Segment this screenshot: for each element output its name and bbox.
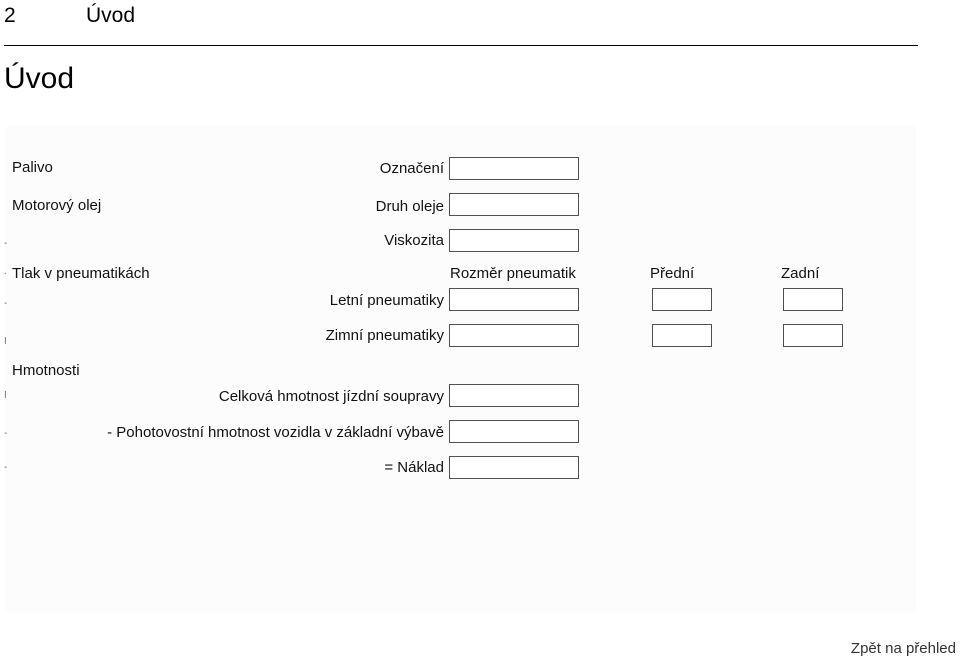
field-letni-predni[interactable] (652, 288, 712, 311)
label-hmotnosti: Hmotnosti (12, 362, 80, 379)
margin-mark: I (4, 390, 7, 401)
label-druh-oleje: Druh oleje (375, 198, 444, 215)
margin-mark: - (4, 238, 8, 249)
field-druh-oleje[interactable] (449, 193, 579, 216)
column-header-rozmer: Rozměr pneumatik (450, 265, 576, 282)
column-header-zadni: Zadní (781, 265, 820, 282)
field-zimni-rozmer[interactable] (449, 324, 579, 347)
margin-mark: - (4, 462, 8, 473)
page-title: Úvod (4, 62, 75, 95)
vehicle-data-form (6, 126, 916, 613)
column-header-predni: Přední (650, 265, 695, 282)
label-naklad: = Náklad (384, 459, 444, 476)
field-letni-zadni[interactable] (783, 288, 843, 311)
field-zimni-zadni[interactable] (783, 324, 843, 347)
label-pohotovostni-hmotnost: - Pohotovostní hmotnost vozidla v základní výbavě (107, 424, 444, 441)
margin-mark: - (4, 428, 8, 439)
header-divider (4, 45, 918, 46)
field-pohotovostni-hmotnost[interactable] (449, 420, 579, 443)
back-to-overview-link[interactable]: Zpět na přehled (850, 640, 956, 657)
label-tlak-v-pneumatikach: Tlak v pneumatikách (12, 265, 150, 282)
field-oznaceni[interactable] (449, 157, 579, 180)
page-number: 2 (4, 4, 16, 27)
label-viskozita: Viskozita (384, 232, 444, 249)
field-naklad[interactable] (449, 456, 579, 479)
field-celkova-hmotnost[interactable] (449, 384, 579, 407)
label-motorovy-olej: Motorový olej (12, 197, 102, 214)
margin-mark: I (4, 336, 7, 347)
margin-mark: . (4, 266, 7, 277)
label-zimni-pneumatiky: Zimní pneumatiky (325, 327, 444, 344)
label-oznaceni: Označení (379, 160, 444, 177)
field-viskozita[interactable] (449, 229, 579, 252)
margin-mark: - (4, 298, 8, 309)
label-palivo: Palivo (12, 159, 53, 176)
field-letni-rozmer[interactable] (449, 288, 579, 311)
field-zimni-predni[interactable] (652, 324, 712, 347)
running-header-title: Úvod (86, 4, 136, 27)
label-letni-pneumatiky: Letní pneumatiky (329, 292, 444, 309)
label-celkova-hmotnost: Celková hmotnost jízdní soupravy (218, 388, 444, 405)
